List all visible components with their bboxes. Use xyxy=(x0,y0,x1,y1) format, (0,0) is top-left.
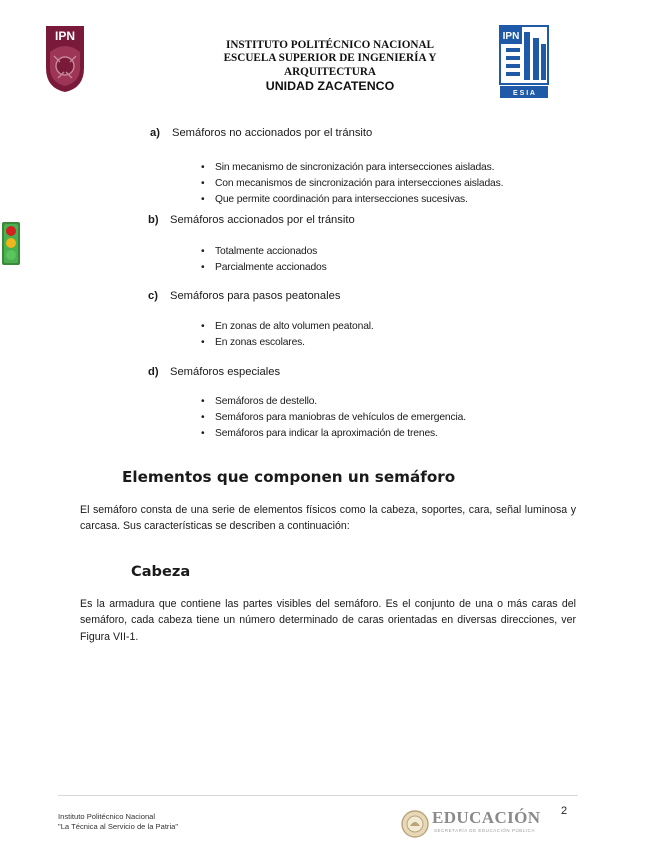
list-item: • En zonas escolares. xyxy=(201,337,305,348)
svg-text:IPN: IPN xyxy=(54,29,76,43)
footer-motto: "La Técnica al Servicio de la Patria" xyxy=(58,822,179,831)
heading-cabeza: Cabeza xyxy=(131,563,191,580)
list-item: • Semáforos para maniobras de vehículos de emergencia. xyxy=(201,412,466,423)
traffic-light-icon xyxy=(1,221,21,266)
section-d-title: d) Semáforos especiales xyxy=(148,366,281,378)
list-item: • Semáforos para indicar la aproximación de trenes. xyxy=(201,428,438,439)
heading-elementos: Elementos que componen un semáforo xyxy=(122,468,456,486)
list-item: • Semáforos de destello. xyxy=(201,396,318,407)
esia-logo xyxy=(498,24,550,100)
page-number: 2 xyxy=(561,805,568,817)
section-b-title: b) Semáforos accionados por el tránsito xyxy=(148,214,355,226)
paragraph-elementos: El semáforo consta de una serie de elementos físicos como la cabeza, soportes, cara, señal luminosa y carcasa. Sus características se describen a continuación: xyxy=(80,504,576,533)
list-item: • Que permite coordinación para intersecciones sucesivas. xyxy=(201,194,468,205)
footer-institution xyxy=(58,812,178,832)
ipn-logo xyxy=(40,22,90,94)
section-a-title: a) Semáforos no accionados por el tránsito xyxy=(150,127,373,139)
footer-education-sub: SECRETARÍA DE EDUCACIÓN PÚBLICA xyxy=(434,828,535,833)
sep-seal-icon xyxy=(400,809,430,839)
footer-education-brand: EDUCACIÓN xyxy=(432,808,541,827)
header-titles xyxy=(180,39,480,94)
footer-divider xyxy=(58,795,578,796)
svg-text:E S I A: E S I A xyxy=(513,90,535,97)
header-line-1: INSTITUTO POLITÉCNICO NACIONAL xyxy=(225,39,435,51)
paragraph-cabeza: Es la armadura que contiene las partes visibles del semáforo. Es el conjunto de una o más caras del semáforo, cada cabeza tiene un número determinado de caras orientadas en diversas direcciones, ver Figura VII-1. xyxy=(80,598,576,643)
header-unit: UNIDAD ZACATENCO xyxy=(265,79,395,94)
footer-institution-name: Instituto Politécnico Nacional xyxy=(58,812,156,821)
list-item: • Sin mecanismo de sincronización para intersecciones aisladas. xyxy=(201,162,495,173)
header-line-3: ARQUITECTURA xyxy=(284,65,376,78)
list-item: • Con mecanismos de sincronización para intersecciones aisladas. xyxy=(201,178,504,189)
header-line-2: ESCUELA SUPERIOR DE INGENIERÍA Y xyxy=(223,52,437,65)
svg-text:IPN: IPN xyxy=(502,31,520,42)
section-c-title: c) Semáforos para pasos peatonales xyxy=(148,290,341,302)
list-item: • En zonas de alto volumen peatonal. xyxy=(201,321,374,332)
list-item: • Parcialmente accionados xyxy=(201,262,327,273)
list-item: • Totalmente accionados xyxy=(201,246,318,257)
